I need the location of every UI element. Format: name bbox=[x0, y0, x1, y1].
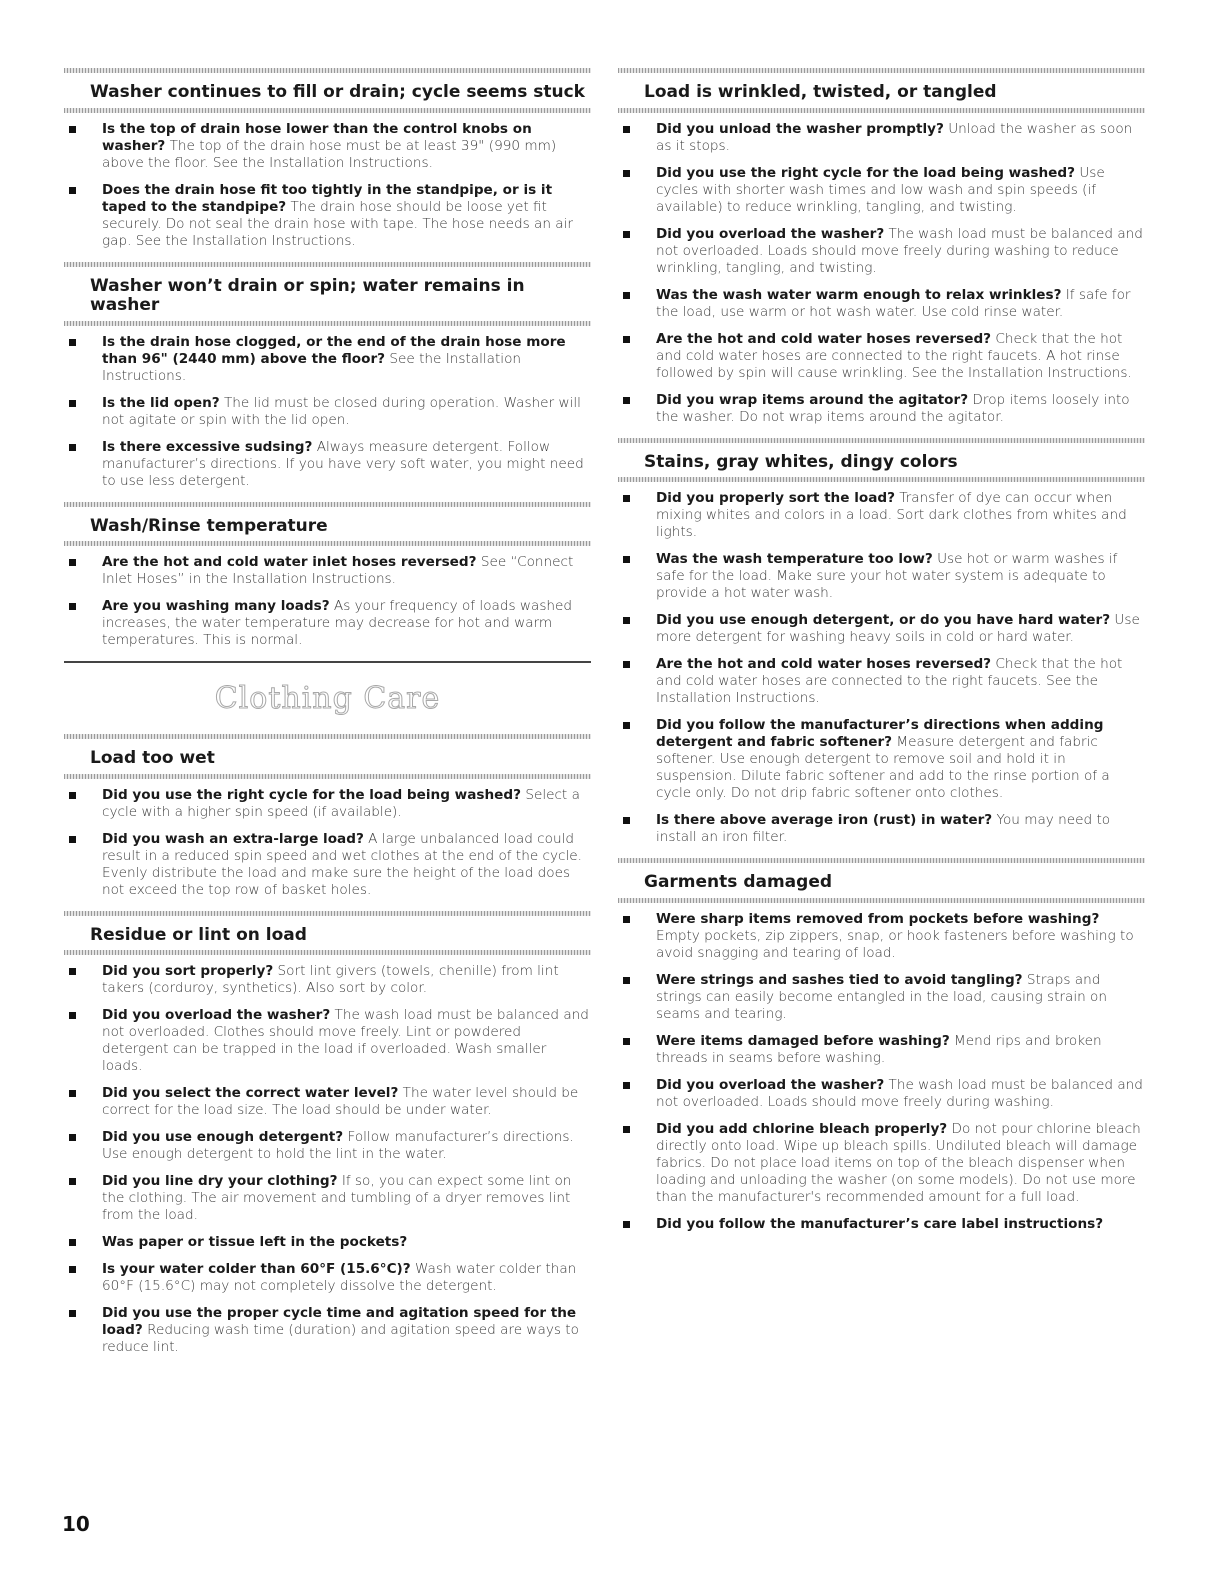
square-bullet-icon bbox=[623, 556, 630, 563]
square-bullet-icon bbox=[69, 792, 76, 799]
list-item bbox=[618, 226, 1145, 277]
section-header bbox=[64, 911, 591, 956]
list-item bbox=[64, 121, 591, 172]
question-text: Did you use the proper cycle time and agitation speed for the load? bbox=[102, 1305, 577, 1339]
answer-text: Always measure detergent. Follow manufacturer’s directions. If you have very soft water, you might need to use less detergent. bbox=[102, 438, 584, 489]
answer-text: The lid must be closed during operation. Washer will not agitate or spin with the lid open. bbox=[102, 394, 581, 428]
question-text: Did you use enough detergent? bbox=[102, 1129, 344, 1146]
square-bullet-icon bbox=[69, 1239, 76, 1246]
question-text: Did you add chlorine bleach properly? bbox=[656, 1120, 948, 1137]
question-text: Did you use enough detergent, or do you have hard water? bbox=[656, 612, 1111, 629]
list-item bbox=[618, 911, 1145, 962]
section-rule-bottom bbox=[64, 321, 591, 326]
troubleshooting-section bbox=[618, 858, 1145, 1233]
square-bullet-icon bbox=[69, 400, 76, 407]
question-text: Is there excessive sudsing? bbox=[102, 438, 313, 455]
answer-text: A large unbalanced load could result in a reduced spin speed and wet clothes at the end of the cycle. Evenly distribute the load and make sure the height of the load does not exceed the top row of basket holes. bbox=[102, 830, 582, 898]
list-item bbox=[618, 972, 1145, 1023]
square-bullet-icon bbox=[623, 617, 630, 624]
answer-text: Select a cycle with a higher spin speed (if available). bbox=[102, 786, 580, 820]
list-item bbox=[618, 612, 1145, 646]
square-bullet-icon bbox=[623, 336, 630, 343]
question-text: Did you follow the manufacturer’s care label instructions? bbox=[656, 1215, 1104, 1232]
square-bullet-icon bbox=[623, 817, 630, 824]
troubleshooting-section bbox=[64, 262, 591, 490]
list-item bbox=[618, 121, 1145, 155]
list-item bbox=[618, 656, 1145, 707]
section-rule-bottom bbox=[618, 108, 1145, 113]
list-item bbox=[64, 1129, 591, 1163]
answer-text: See “Connect Inlet Hoses” in the Installation Instructions. bbox=[102, 554, 574, 588]
question-text: Were items damaged before washing? bbox=[656, 1032, 950, 1049]
question-text: Did you use the right cycle for the load being washed? bbox=[102, 786, 521, 803]
list-item bbox=[64, 598, 591, 649]
square-bullet-icon bbox=[69, 1310, 76, 1317]
list-item bbox=[64, 1173, 591, 1224]
question-text: Did you overload the washer? bbox=[102, 1007, 331, 1024]
square-bullet-icon bbox=[623, 1038, 630, 1045]
question-text: Are the hot and cold water hoses reversed? bbox=[656, 330, 992, 347]
answer-text: Check that the hot and cold water hoses are connected to the right faucets. A hot rinse followed by spin will cause wrinkling. See the Installation Instructions. bbox=[656, 330, 1132, 381]
troubleshooting-section bbox=[64, 68, 591, 250]
section-title: Load is wrinkled, twisted, or tangled bbox=[644, 82, 997, 102]
list-item bbox=[64, 1305, 591, 1356]
question-text: Were strings and sashes tied to avoid tangling? bbox=[656, 971, 1023, 988]
list-item bbox=[618, 165, 1145, 216]
square-bullet-icon bbox=[623, 1126, 630, 1133]
question-list bbox=[64, 787, 591, 899]
left-sections-b bbox=[64, 734, 591, 1356]
question-list bbox=[64, 554, 591, 649]
list-item bbox=[618, 331, 1145, 382]
banner-title: Clothing Care bbox=[214, 681, 441, 717]
troubleshooting-section bbox=[64, 911, 591, 1357]
troubleshooting-section bbox=[618, 438, 1145, 847]
answer-text: As your frequency of loads washed increases, the water temperature may decrease for hot and warm temperatures. This is normal. bbox=[102, 598, 573, 649]
question-text: Are the hot and cold water inlet hoses reversed? bbox=[102, 554, 477, 571]
square-bullet-icon bbox=[623, 722, 630, 729]
question-list bbox=[618, 911, 1145, 1233]
answer-text: If so, you can expect some lint on the clothing. The air movement and tumbling of a dryer removes lint from the load. bbox=[102, 1173, 572, 1224]
answer-text: Transfer of dye can occur when mixing whites and colors in a load. Sort dark clothes from whites and lights. bbox=[656, 490, 1127, 541]
answer-text: Use cycles with shorter wash times and low wash and spin speeds (if available) to reduce wrinkling, tangling, and twisting. bbox=[656, 164, 1105, 215]
answer-text: Measure detergent and fabric softener. Use enough detergent to remove soil and hold it in suspension. Dilute fabric softener and add to the rinse portion of a cycle only. Do not drip fabric softener onto clothes. bbox=[656, 734, 1110, 802]
troubleshooting-section bbox=[64, 734, 591, 899]
square-bullet-icon bbox=[69, 968, 76, 975]
left-sections-a bbox=[64, 68, 591, 649]
list-item bbox=[64, 1085, 591, 1119]
square-bullet-icon bbox=[623, 397, 630, 404]
list-item bbox=[64, 182, 591, 250]
question-text: Does the drain hose fit too tightly in the standpipe, or is it taped to the standpipe? bbox=[102, 181, 553, 215]
question-text: Did you sort properly? bbox=[102, 963, 274, 980]
answer-text: Sort lint givers (towels, chenille) from lint takers (corduroy, synthetics). Also sort by color. bbox=[102, 963, 559, 997]
section-title: Load too wet bbox=[90, 748, 215, 769]
section-header bbox=[64, 262, 591, 326]
question-text: Did you wash an extra-large load? bbox=[102, 830, 364, 847]
square-bullet-icon bbox=[69, 1178, 76, 1185]
list-item bbox=[618, 812, 1145, 846]
question-text: Are you washing many loads? bbox=[102, 598, 330, 615]
question-text: Was the wash water warm enough to relax wrinkles? bbox=[656, 286, 1062, 303]
answer-text: The drain hose should be loose yet fit securely. Do not seal the drain hose with tape. The hose needs an air gap. See the Installation Instructions. bbox=[102, 198, 573, 249]
list-item bbox=[618, 1121, 1145, 1206]
section-rule-bottom bbox=[618, 898, 1145, 903]
square-bullet-icon bbox=[69, 1090, 76, 1097]
section-rule-bottom bbox=[64, 541, 591, 546]
answer-text: Check that the hot and cold water hoses are connected to the right faucets. See the Installation Instructions. bbox=[656, 656, 1123, 707]
answer-text: You may need to install an iron filter. bbox=[656, 812, 1111, 846]
answer-text: The wash load must be balanced and not overloaded. Loads should move freely during washing to reduce wrinkling, tangling, and twisting. bbox=[656, 225, 1143, 276]
page-number: 10 bbox=[62, 1512, 90, 1536]
square-bullet-icon bbox=[69, 836, 76, 843]
square-bullet-icon bbox=[623, 1221, 630, 1228]
troubleshooting-section bbox=[618, 68, 1145, 426]
answer-text: The water level should be correct for the load size. The load should be under water. bbox=[102, 1085, 579, 1119]
list-item bbox=[618, 551, 1145, 602]
question-text: Are the hot and cold water hoses reversed? bbox=[656, 656, 992, 673]
section-title: Washer continues to fill or drain; cycle seems stuck bbox=[90, 82, 585, 102]
section-header bbox=[618, 858, 1145, 903]
right-sections bbox=[618, 68, 1145, 1233]
list-item bbox=[64, 334, 591, 385]
answer-text: Do not pour chlorine bleach directly onto load. Wipe up bleach spills. Undiluted bleach will damage fabrics. Do not place load items on top of the bleach dispenser when loading and unloading the washer (on some models). Do not use more than the manufacturer's recommended amount for a full load. bbox=[656, 1120, 1141, 1205]
section-rule-bottom bbox=[64, 774, 591, 779]
question-text: Was the wash temperature too low? bbox=[656, 551, 933, 568]
list-item bbox=[618, 717, 1145, 802]
list-item bbox=[64, 1007, 591, 1075]
question-text: Is the lid open? bbox=[102, 394, 220, 411]
question-text: Did you wrap items around the agitator? bbox=[656, 391, 969, 408]
question-text: Is there above average iron (rust) in water? bbox=[656, 812, 993, 829]
square-bullet-icon bbox=[69, 126, 76, 133]
square-bullet-icon bbox=[623, 977, 630, 984]
list-item bbox=[618, 1077, 1145, 1111]
answer-text: Drop items loosely into the washer. Do not wrap items around the agitator. bbox=[656, 391, 1130, 425]
question-text: Is the top of drain hose lower than the control knobs on washer? bbox=[102, 120, 532, 154]
section-title: Stains, gray whites, dingy colors bbox=[644, 451, 958, 472]
square-bullet-icon bbox=[623, 495, 630, 502]
question-text: Did you use the right cycle for the load being washed? bbox=[656, 164, 1075, 181]
section-title: Garments damaged bbox=[644, 872, 833, 893]
section-title: Washer won’t drain or spin; water remains in washer bbox=[90, 275, 525, 316]
question-list bbox=[618, 490, 1145, 846]
answer-text: Empty pockets, zip zippers, snap, or hook fasteners before washing to avoid snagging and tearing of load. bbox=[656, 927, 1134, 961]
question-text: Is your water colder than 60°F (15.6°C)? bbox=[102, 1261, 411, 1278]
list-item bbox=[64, 1261, 591, 1295]
list-item bbox=[64, 963, 591, 997]
list-item bbox=[618, 1216, 1145, 1233]
question-text: Did you line dry your clothing? bbox=[102, 1173, 338, 1190]
square-bullet-icon bbox=[623, 1082, 630, 1089]
square-bullet-icon bbox=[69, 559, 76, 566]
question-list bbox=[618, 121, 1145, 426]
square-bullet-icon bbox=[69, 603, 76, 610]
square-bullet-icon bbox=[69, 339, 76, 346]
section-header bbox=[618, 68, 1145, 113]
question-text: Did you properly sort the load? bbox=[656, 490, 895, 507]
square-bullet-icon bbox=[69, 1012, 76, 1019]
square-bullet-icon bbox=[69, 1134, 76, 1141]
question-text: Is the drain hose clogged, or the end of the drain hose more than 96" (2440 mm) above the floor? bbox=[102, 333, 566, 367]
answer-text: Reducing wash time (duration) and agitation speed are ways to reduce lint. bbox=[102, 1322, 579, 1356]
answer-text: Follow manufacturer’s directions. Use enough detergent to hold the lint in the water. bbox=[102, 1129, 574, 1163]
left-column bbox=[64, 68, 591, 1368]
list-item bbox=[64, 395, 591, 429]
answer-text: The top of the drain hose must be at least 39" (990 mm) above the floor. See the Installation Instructions. bbox=[102, 137, 557, 171]
answer-text: The wash load must be balanced and not overloaded. Loads should move freely during washing. bbox=[656, 1076, 1143, 1110]
question-text: Did you overload the washer? bbox=[656, 1076, 885, 1093]
square-bullet-icon bbox=[69, 1266, 76, 1273]
question-list bbox=[64, 963, 591, 1356]
square-bullet-icon bbox=[623, 916, 630, 923]
list-item bbox=[64, 439, 591, 490]
troubleshooting-section bbox=[64, 502, 591, 650]
list-item bbox=[64, 554, 591, 588]
list-item bbox=[618, 392, 1145, 426]
answer-text: Straps and strings can easily become entangled in the load, causing strain on seams and tearing. bbox=[656, 971, 1107, 1022]
answer-text: Use hot or warm washes if safe for the load. Make sure your hot water system is adequate to provide a hot water wash. bbox=[656, 551, 1118, 602]
clothing-care-banner bbox=[64, 661, 591, 728]
question-text: Did you overload the washer? bbox=[656, 225, 885, 242]
question-text: Did you unload the washer promptly? bbox=[656, 120, 944, 137]
square-bullet-icon bbox=[623, 126, 630, 133]
question-text: Did you select the correct water level? bbox=[102, 1085, 399, 1102]
square-bullet-icon bbox=[623, 292, 630, 299]
section-header bbox=[64, 734, 591, 779]
question-text: Did you follow the manufacturer’s directions when adding detergent and fabric softener? bbox=[656, 717, 1104, 751]
section-rule-bottom bbox=[64, 108, 591, 113]
section-header bbox=[618, 438, 1145, 483]
section-rule-bottom bbox=[64, 950, 591, 955]
right-column bbox=[618, 68, 1145, 1245]
answer-text: See the Installation Instructions. bbox=[102, 350, 521, 384]
answer-text: Unload the washer as soon as it stops. bbox=[656, 120, 1133, 154]
list-item bbox=[64, 1234, 591, 1251]
question-text: Were sharp items removed from pockets before washing? bbox=[656, 910, 1100, 927]
question-text: Was paper or tissue left in the pockets? bbox=[102, 1234, 408, 1251]
list-item bbox=[618, 1033, 1145, 1067]
question-list bbox=[64, 121, 591, 250]
list-item bbox=[618, 490, 1145, 541]
section-title: Wash/Rinse temperature bbox=[90, 515, 328, 536]
list-item bbox=[64, 787, 591, 821]
square-bullet-icon bbox=[69, 187, 76, 194]
section-title: Residue or lint on load bbox=[90, 924, 307, 945]
square-bullet-icon bbox=[69, 444, 76, 451]
answer-text: The wash load must be balanced and not overloaded. Clothes should move freely. Lint or powdered detergent can be trapped in the load if overloaded. Wash smaller loads. bbox=[102, 1007, 589, 1075]
question-list bbox=[64, 334, 591, 490]
square-bullet-icon bbox=[623, 170, 630, 177]
square-bullet-icon bbox=[623, 231, 630, 238]
answer-text: If safe for the load, use warm or hot wash water. Use cold rinse water. bbox=[656, 286, 1131, 320]
section-header bbox=[64, 68, 591, 113]
answer-text: Use more detergent for washing heavy soils in cold or hard water. bbox=[656, 612, 1140, 646]
section-rule-bottom bbox=[618, 477, 1145, 482]
answer-text: Mend rips and broken threads in seams before washing. bbox=[656, 1032, 1102, 1066]
square-bullet-icon bbox=[623, 661, 630, 668]
answer-text: Wash water colder than 60°F (15.6°C) may not completely dissolve the detergent. bbox=[102, 1261, 577, 1295]
list-item bbox=[64, 831, 591, 899]
section-header bbox=[64, 502, 591, 547]
list-item bbox=[618, 287, 1145, 321]
